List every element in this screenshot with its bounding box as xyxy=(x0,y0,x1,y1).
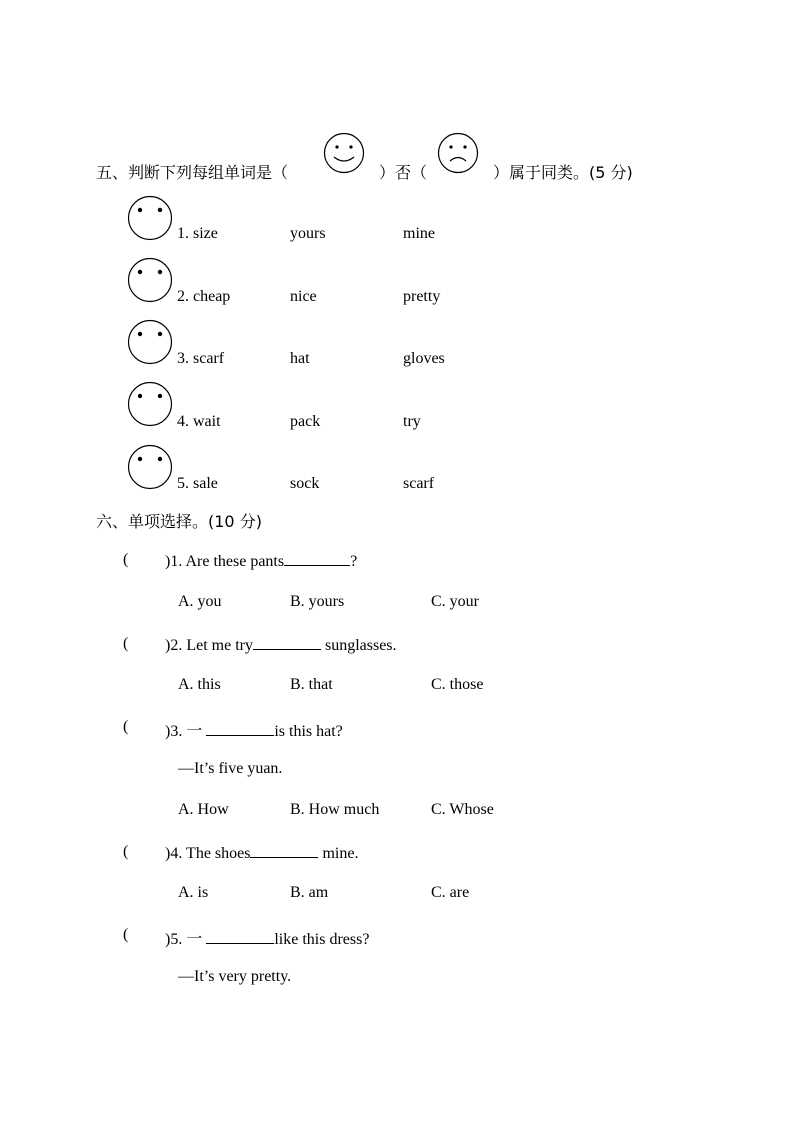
question-text-end: like this dress? xyxy=(274,931,370,948)
question-stem xyxy=(165,635,397,655)
row-word-3: pretty xyxy=(403,288,441,305)
fill-blank[interactable] xyxy=(206,721,274,736)
blank-face-icon[interactable] xyxy=(127,381,173,427)
question-stem xyxy=(165,843,358,863)
fill-blank[interactable] xyxy=(250,843,318,858)
option-a: A. you xyxy=(178,593,222,610)
row-word-2: sock xyxy=(290,475,320,492)
option-a: A. How xyxy=(178,801,229,818)
option-c: C. those xyxy=(431,676,484,693)
question-stem xyxy=(165,551,357,571)
option-a: A. this xyxy=(178,676,221,693)
row-word-1: 5. sale xyxy=(177,475,218,492)
section5-title-part3: ）属于同类。(5 分) xyxy=(493,163,633,182)
row-word-1: 3. scarf xyxy=(177,350,225,367)
fill-blank[interactable] xyxy=(253,635,321,650)
fill-blank[interactable] xyxy=(206,929,274,944)
option-a: A. is xyxy=(178,884,209,901)
blank-face-icon[interactable] xyxy=(127,319,173,365)
smiley-face-icon xyxy=(323,132,365,174)
dialog-dash: 一 xyxy=(186,721,203,740)
question-text-end: is this hat? xyxy=(274,723,343,740)
option-b: B. yours xyxy=(290,593,345,610)
dialog-dash: 一 xyxy=(186,929,203,948)
answer-paren-open: ( xyxy=(123,718,129,735)
question-number: )4. xyxy=(165,845,183,862)
answer-slot[interactable] xyxy=(130,715,164,735)
row-word-3: scarf xyxy=(403,475,435,492)
option-c: C. Whose xyxy=(431,801,494,818)
question-text-end: sunglasses. xyxy=(324,637,397,654)
question-number: )1. xyxy=(165,553,183,570)
answer-slot[interactable] xyxy=(130,923,164,943)
question-response: —It’s very pretty. xyxy=(178,968,292,985)
row-word-2: yours xyxy=(290,225,326,242)
question-text-end: ? xyxy=(350,553,358,570)
fill-blank[interactable] xyxy=(284,551,350,566)
section5-title-part2: ）否（ xyxy=(379,163,428,182)
row-word-2: nice xyxy=(290,288,317,305)
option-c: C. are xyxy=(431,884,470,901)
blank-face-icon[interactable] xyxy=(127,444,173,490)
question-number: )2. xyxy=(165,637,183,654)
question-text: Are these pants xyxy=(185,553,285,570)
row-word-3: gloves xyxy=(403,350,445,367)
question-number: )5. xyxy=(165,931,183,948)
answer-paren-open: ( xyxy=(123,551,129,568)
option-c: C. your xyxy=(431,593,479,610)
sad-face-icon xyxy=(437,132,479,174)
row-word-2: hat xyxy=(290,350,310,367)
row-word-1: 4. wait xyxy=(177,413,221,430)
row-word-1: 1. size xyxy=(177,225,218,242)
row-word-3: try xyxy=(403,413,421,430)
option-b: B. am xyxy=(290,884,329,901)
answer-slot[interactable] xyxy=(130,632,164,652)
section6-title: 六、单项选择。(10 分) xyxy=(96,512,262,531)
row-word-3: mine xyxy=(403,225,435,242)
question-text-end: mine. xyxy=(322,845,359,862)
answer-paren-open: ( xyxy=(123,635,129,652)
question-number: )3. xyxy=(165,723,183,740)
question-text: Let me try xyxy=(186,637,253,654)
question-stem xyxy=(165,926,369,949)
blank-face-icon[interactable] xyxy=(127,195,173,241)
blank-face-icon[interactable] xyxy=(127,257,173,303)
row-word-2: pack xyxy=(290,413,321,430)
option-b: B. that xyxy=(290,676,333,693)
row-word-1: 2. cheap xyxy=(177,288,231,305)
question-text: The shoes xyxy=(186,845,251,862)
option-b: B. How much xyxy=(290,801,380,818)
answer-slot[interactable] xyxy=(130,840,164,860)
answer-paren-open: ( xyxy=(123,843,129,860)
section5-title-part1: 五、判断下列每组单词是（ xyxy=(96,163,289,182)
question-response: —It’s five yuan. xyxy=(178,760,283,777)
question-stem xyxy=(165,718,343,741)
answer-slot[interactable] xyxy=(130,548,164,568)
answer-paren-open: ( xyxy=(123,926,129,943)
